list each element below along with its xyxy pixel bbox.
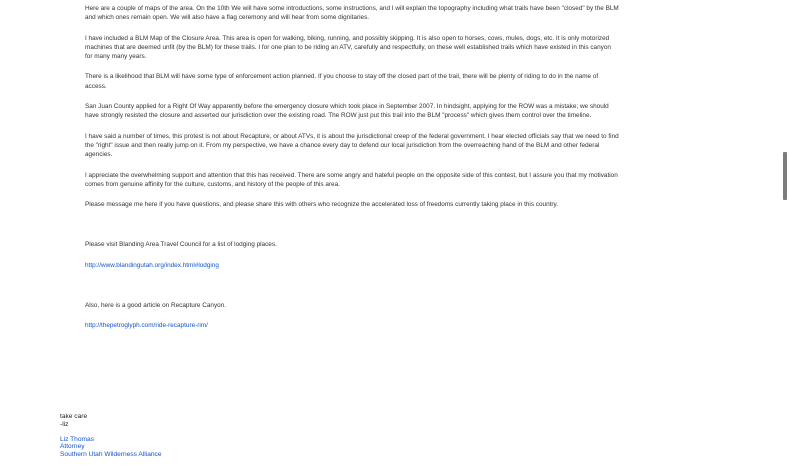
paragraph-jurisdiction: I have said a number of times, this protest is not about Recapture, or about ATVs, it is about the jurisdictional creep of the federal government. I hear elected officials say that we need to find the "right" issue and then really jump on it. From my perspective, we have a chance every day to defend our local jurisdiction from the overreaching hand of the BLM and other federal agencies. — [85, 132, 619, 159]
paragraph-right-of-way: San Juan County applied for a Right Of Way apparently before the emergency closure which took place in September 2007. In hindsight, applying for the ROW was a mistake; we should have strongly resisted the closure and asserted our jurisdiction over the existing road. The ROW just put this trail into the BLM "process" which gives them control over the timeline. — [85, 103, 609, 120]
lodging-link[interactable]: http://www.blandingutah.org/index.html#lodging — [85, 261, 219, 269]
signature-name-link[interactable]: Liz Thomas — [60, 435, 94, 443]
signature-title-link[interactable]: Attorney — [60, 443, 85, 451]
signature-initials: -liz — [60, 420, 69, 428]
article-text: Also, here is a good article on Recapture Canyon. — [85, 302, 227, 310]
paragraph-enforcement: There is a likelihood that BLM will have some type of enforcement action planned. If you choose to stay off the closed part of the trail, there will be plenty of riding to do in the name of access. — [85, 73, 599, 90]
signature-closing: take care — [60, 413, 88, 420]
lodging-text: Please visit Blanding Area Travel Council for a list of lodging places. — [85, 241, 277, 249]
scrollbar-thumb[interactable] — [783, 152, 787, 200]
paragraph-closure-map: I have included a BLM Map of the Closure Area. This area is open for walking, biking, running, and possibly skipping. It is also open to horses, cows, mules, dogs, etc. It is only motorized machines that are deemed unfit (by the BLM) for these trails. I for one plan to be riding an ATV, carefully and respectfully, on these well established trails which have existed in this canyon for many many years. — [85, 34, 611, 61]
paragraph-topography: Here are a couple of maps of the area. On the 10th We will have some introductions, some instructions, and I will explain the topography including what trails have been "closed" by the BLM and which ones remain open. We will also have a flag ceremony and will hear from some dignitaries. — [85, 5, 619, 22]
paragraph-message: Please message me here if you have questions, and please share this with others who recognize the accelerated loss of freedoms currently taking place in this country. — [85, 201, 559, 209]
paragraph-support: I appreciate the overwhelming support and attention that this has received. There are some angry and hateful people on the opposite side of this contest, but I assure you that my motivation comes from genuine affinity for the culture, customs, and history of the people of this area. — [85, 171, 618, 188]
signature-block — [60, 413, 360, 459]
signature-organization-link[interactable]: Southern Utah Wilderness Alliance — [60, 451, 162, 459]
email-body — [85, 4, 620, 342]
article-link[interactable]: http://thepetroglyph.com/ride-recapture-rim/ — [85, 322, 208, 330]
